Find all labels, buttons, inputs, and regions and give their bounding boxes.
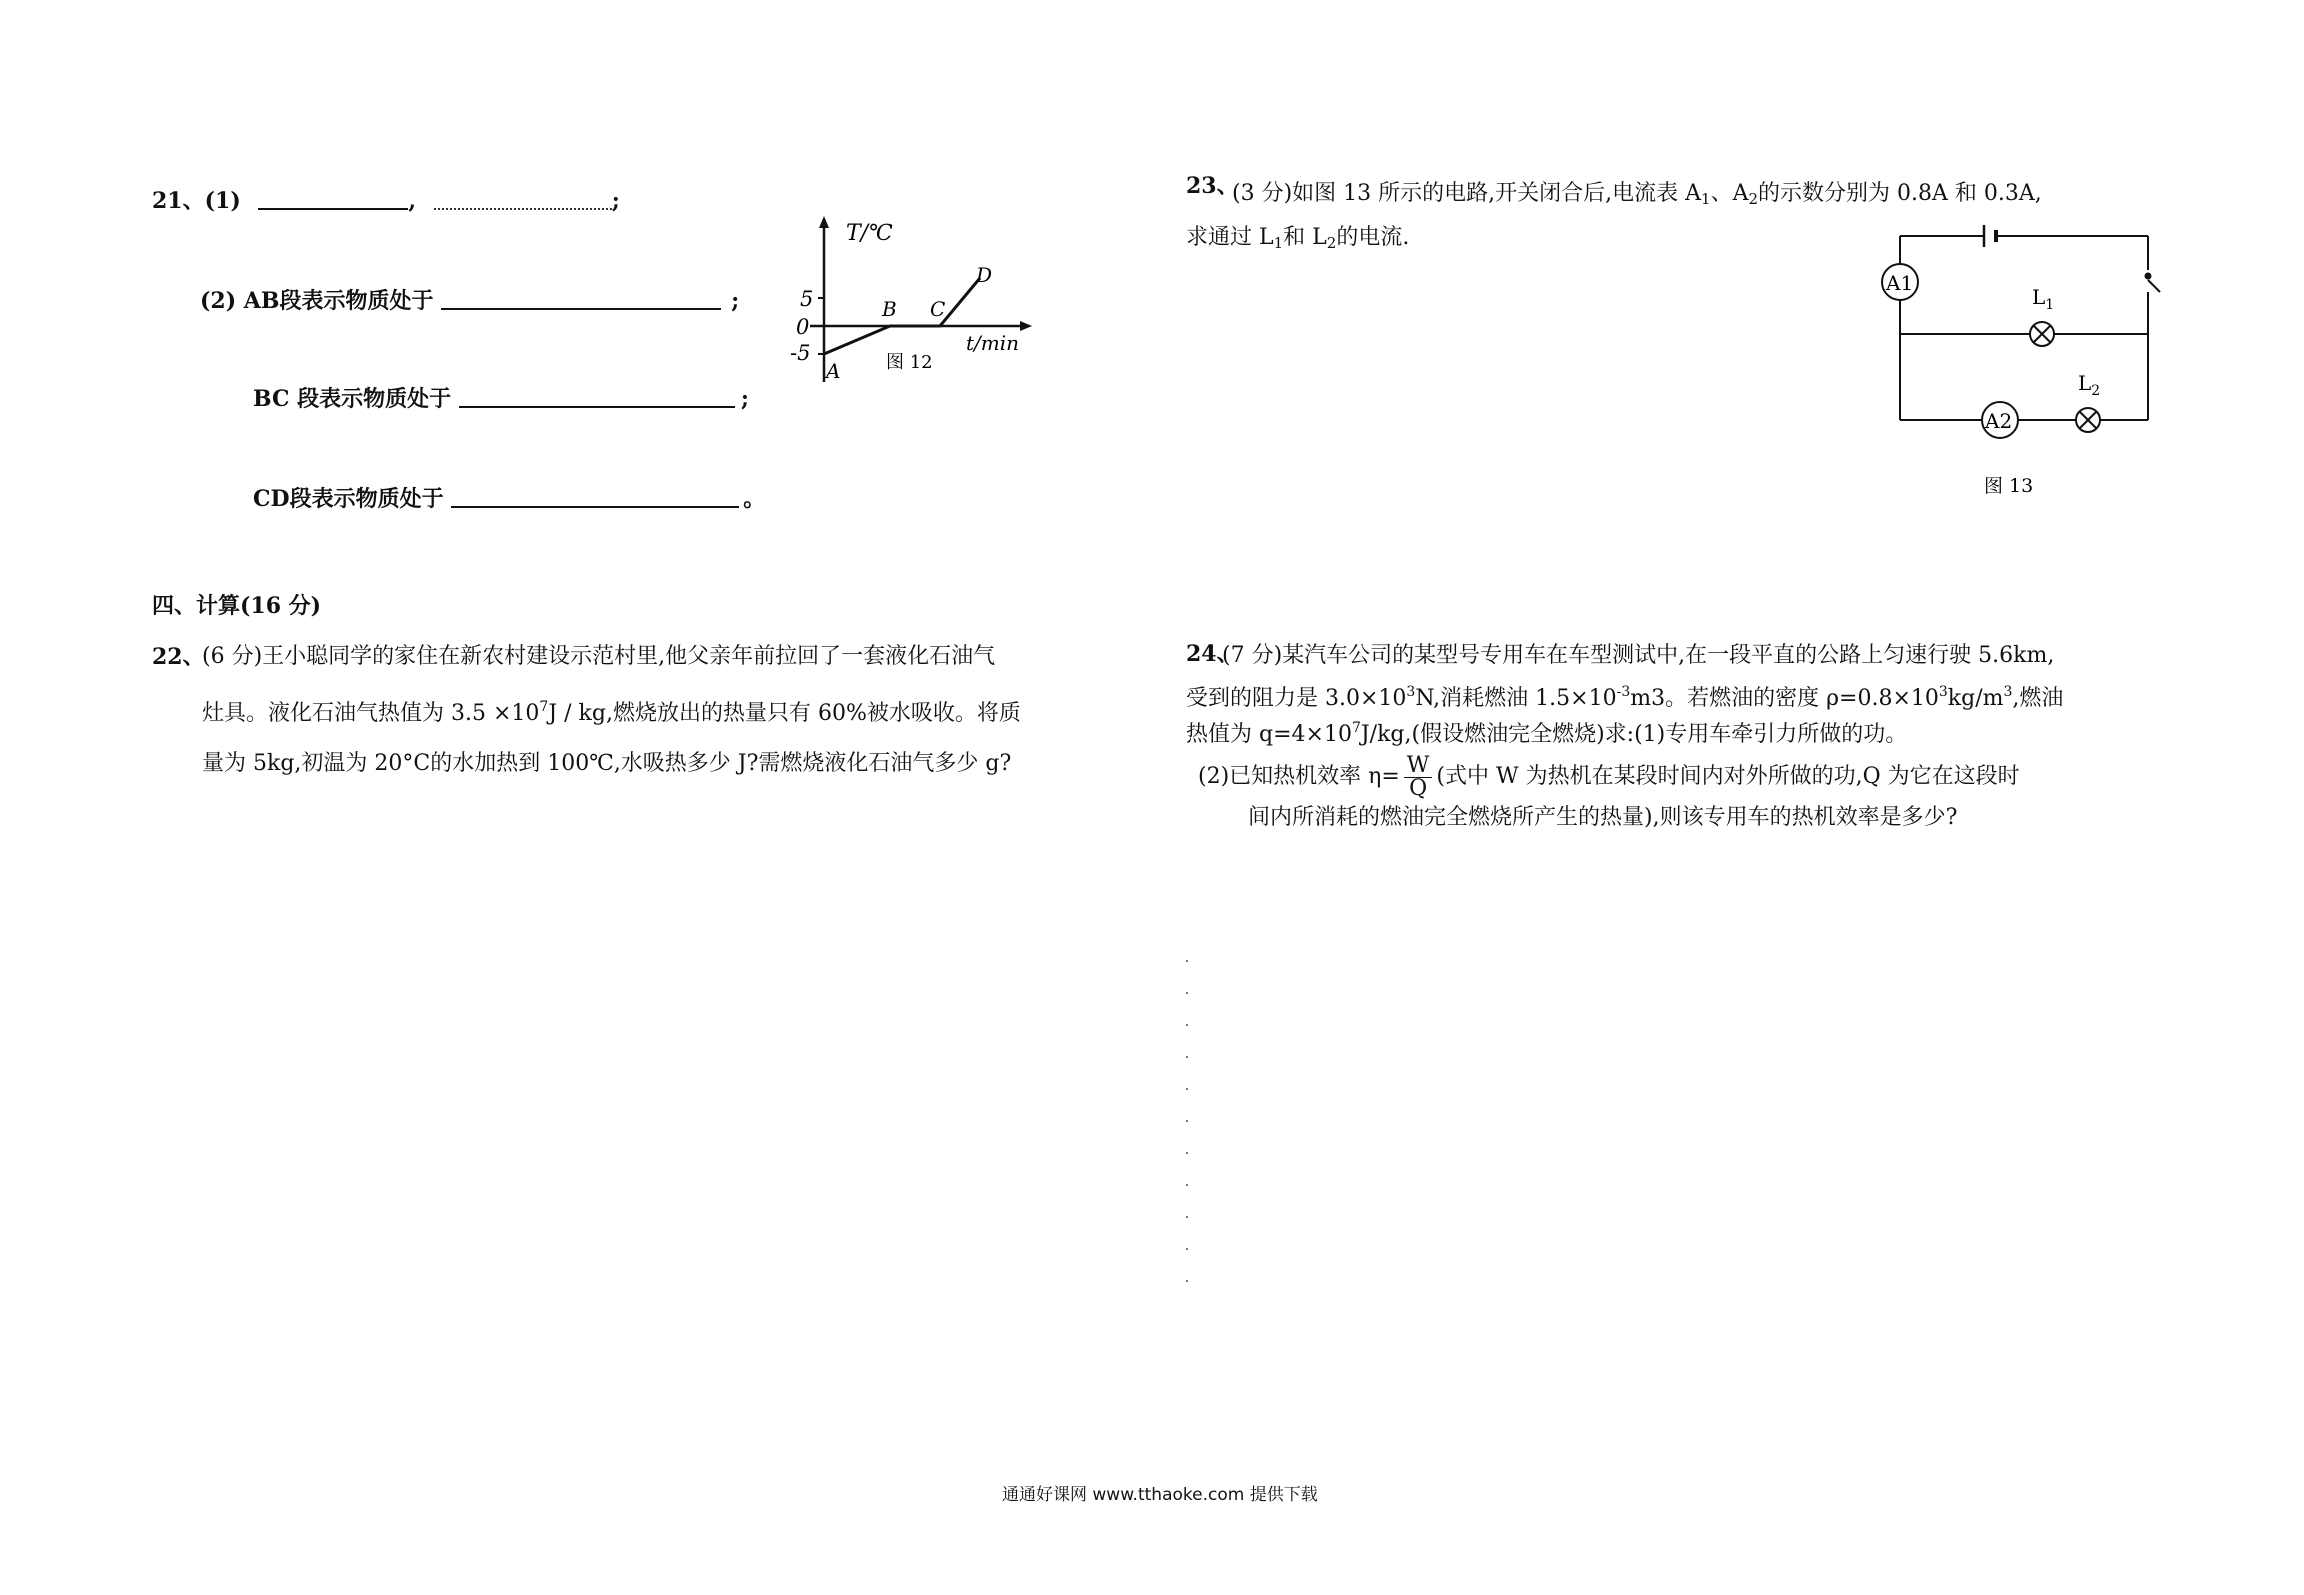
fig12-point-d: D [976, 263, 993, 287]
q24-efficiency-fraction: $\frac{W}{Q}$ [1404, 755, 1433, 800]
q21-label: 21、(1) [152, 188, 241, 214]
q24-number: 24、 [1186, 641, 1239, 667]
page-footer: 通通好课网 www.tthaoke.com 提供下载 [1002, 1485, 1318, 1505]
q24-line-2: 受到的阻力是 $3.0\times 10^3N$,消耗燃油 $1.5\times 10^{-3}m3$。若燃油的密度 $\rho=0.8\times 10^3kg/m^3$,燃油 [1186, 684, 2064, 711]
q21-comma: , [408, 188, 417, 214]
q22-text [202, 632, 1152, 789]
fig13-switch-blade [2148, 280, 2160, 292]
q21-part2-bc [253, 384, 749, 413]
q23-number: 23、 [1186, 173, 1239, 199]
q21-cd-blank[interactable] [451, 484, 739, 508]
fig12-point-a: A [826, 359, 841, 383]
q21-semicolon-1: ; [611, 188, 620, 214]
q21-semicolon-3: ; [740, 386, 749, 412]
q21-part2-ab [200, 286, 739, 315]
fig13-lamp-l2-label: $L_2$ [2078, 371, 2101, 399]
q21-part2-cd [253, 484, 765, 513]
fig12-x-label: t/min [966, 331, 1020, 355]
q21-period: 。 [743, 486, 766, 512]
fig13-switch-pivot [2146, 274, 2151, 279]
q21-part1 [152, 186, 620, 215]
q24-line-5: 间内所消耗的燃油完全燃烧所产生的热量),则该专用车的热机效率是多少? [1248, 805, 1958, 830]
fig12-tick-label-0: 0 [796, 315, 810, 339]
fig12-point-c: C [930, 297, 946, 321]
answer-area-dots [1186, 960, 1190, 1312]
fig12-tick-label-neg5: -5 [790, 341, 811, 365]
q22-line-2: 灶具。液化石油气热值为 $3.5 \times 10^7J$ / kg,燃烧放出的热量只有 60%被水吸收。将质 [202, 699, 1021, 726]
q21-blank-1[interactable] [258, 186, 408, 210]
q24-line-3: 热值为 $q=4\times 10^7J/kg$,(假设燃油完全燃烧)求:(1)专用车牵引力所做的功。 [1186, 720, 1908, 747]
fig13-caption: 图 13 [1984, 475, 2034, 497]
fig12-x-arrow [1020, 321, 1032, 331]
fig12-point-b: B [882, 297, 897, 321]
q24-line-1: (7 分)某汽车公司的某型号专用车在车型测试中,在一段平直的公路上匀速行驶 5.6km, [1222, 643, 2055, 668]
q22-line-3: 量为 5kg,初温为 20°C的水加热到 100℃,水吸热多少 J?需燃烧液化石油气多少 g? [202, 751, 1012, 776]
q24-line-4: (2)已知热机效率 η= $\frac{W}{Q}$ (式中 W 为热机在某段时间内对外所做的功,Q 为它在这段时 [1198, 752, 2020, 801]
fig12-y-arrow [819, 216, 829, 228]
q21-ab-prompt: (2) AB段表示物质处于 [200, 288, 434, 314]
fig13-ammeter-a1-label: A1 [1886, 271, 1914, 295]
fig12-caption: 图 12 [886, 352, 933, 373]
q23-text [1232, 172, 2042, 221]
figure-13-circuit [1860, 220, 2180, 510]
q23-line-2: 求通过 $L_1$和 $L_2$的电流. [1186, 225, 1410, 252]
q21-blank-2[interactable] [434, 186, 612, 210]
fig12-curve [824, 278, 980, 354]
q21-bc-blank[interactable] [459, 384, 735, 408]
q23-line-1: (3 分)如图 13 所示的电路,开关闭合后,电流表 $A_1$、$A_2$的示数分别为 0.8A 和 0.3A, [1232, 181, 2042, 208]
fig13-ammeter-a2-label: A2 [1985, 409, 2013, 433]
q22-number: 22、 [152, 644, 205, 670]
q21-bc-prompt: BC 段表示物质处于 [253, 386, 452, 412]
fig13-lamp-l1-label: $L_1$ [2032, 285, 2055, 313]
fig12-y-label: T/℃ [846, 221, 893, 246]
q21-cd-prompt: CD段表示物质处于 [253, 486, 444, 512]
fig12-tick-label-5: 5 [800, 287, 814, 311]
q21-ab-blank[interactable] [441, 286, 721, 310]
q21-semicolon-2: ; [731, 288, 740, 314]
figure-12-graph [790, 210, 1050, 390]
q22-line-1: (6 分)王小聪同学的家住在新农村建设示范村里,他父亲年前拉回了一套液化石油气 [202, 644, 996, 669]
section-4-heading: 四、计算(16 分) [152, 593, 322, 619]
